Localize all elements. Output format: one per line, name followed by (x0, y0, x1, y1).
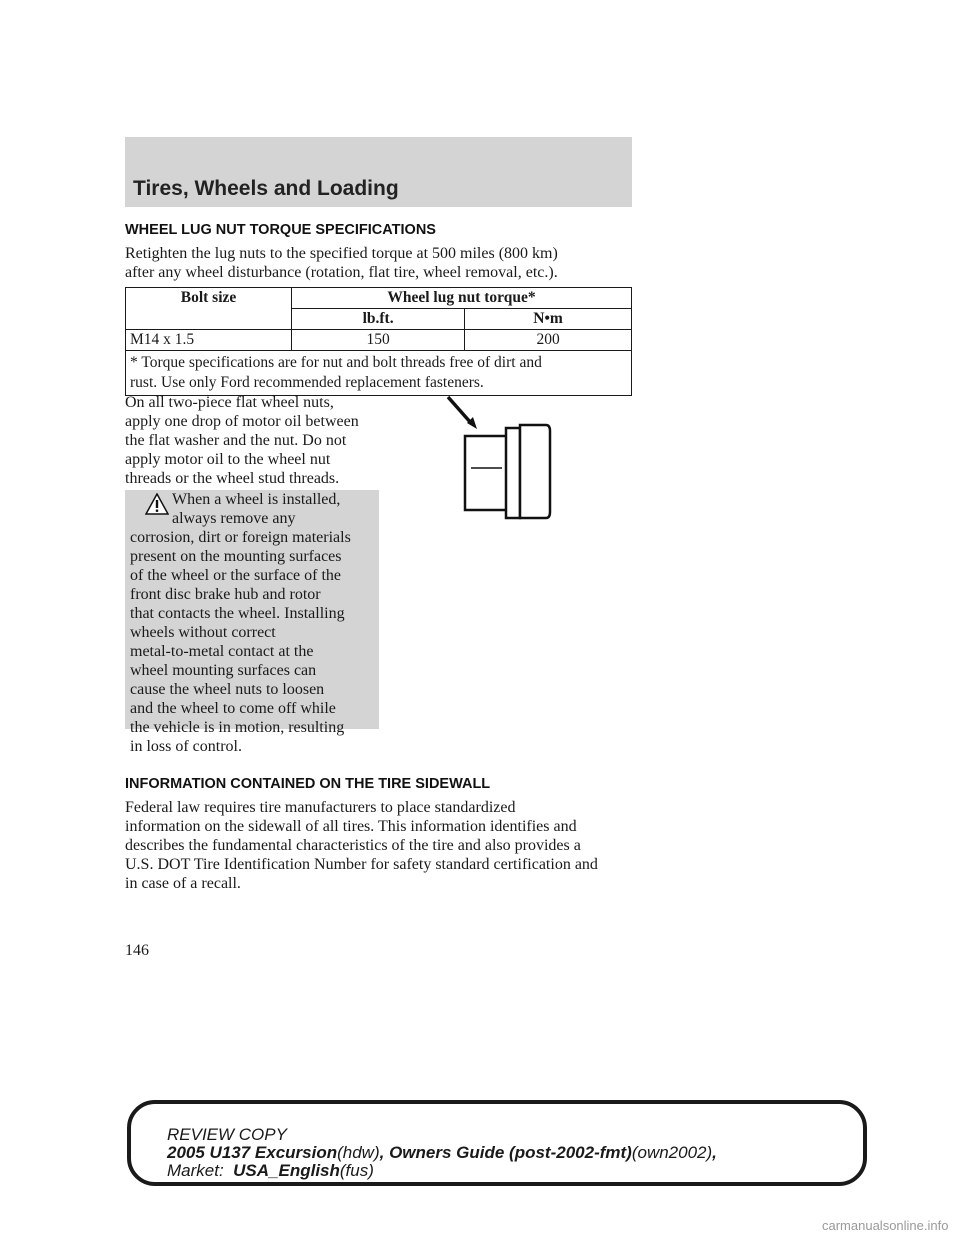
watermark-text: carmanualsonline.info (822, 1218, 949, 1233)
caution-line: of the wheel or the surface of the (130, 567, 342, 584)
caution-line: that contacts the wheel. Installing (130, 605, 345, 622)
caution-line: and the wheel to come off while (130, 700, 336, 717)
caution-text (130, 490, 351, 756)
guide-comma: , (712, 1143, 717, 1162)
caution-line: When a wheel is installed, (172, 491, 341, 508)
caution-line: present on the mounting surfaces (130, 548, 342, 565)
review-copy-box (127, 1100, 867, 1186)
text-line: in case of a recall. (125, 875, 241, 892)
text-line: threads or the wheel stud threads. (125, 470, 340, 487)
section-title: Tires, Wheels and Loading (133, 177, 399, 200)
footnote-line: rust. Use only Ford recommended replacement fasteners. (130, 374, 484, 391)
caution-line: front disc brake hub and rotor (130, 586, 321, 603)
caution-line: corrosion, dirt or foreign materials (130, 529, 351, 546)
market-value: USA_English (233, 1161, 340, 1180)
review-copy-text (167, 1126, 717, 1180)
text-line: apply one drop of motor oil between (125, 413, 359, 430)
caution-line: wheel mounting surfaces can (130, 662, 317, 679)
text-line: apply motor oil to the wheel nut (125, 451, 331, 468)
footnote-line: * Torque specifications are for nut and bolt threads free of dirt and (130, 354, 542, 371)
section-header-band (125, 137, 632, 207)
unit-lbft-header: lb.ft. (292, 309, 465, 330)
page-number: 146 (125, 942, 149, 959)
model-line (167, 1144, 717, 1162)
flat-washer (506, 428, 520, 518)
sidewall-info-paragraph (125, 798, 645, 893)
oil-instruction-paragraph (125, 393, 425, 488)
unit-nm-header: N•m (465, 309, 632, 330)
text-line: the flat washer and the nut. Do not (125, 432, 347, 449)
caution-line: always remove any (172, 510, 296, 527)
pointer-arrow-line (448, 397, 471, 423)
guide-tag: (own2002) (631, 1143, 713, 1162)
torque-header: Wheel lug nut torque* (292, 288, 632, 309)
text-line: describes the fundamental characteristics of the tire and also provides a (125, 837, 581, 854)
table-note-row (126, 351, 632, 396)
table-row (126, 330, 632, 351)
text-line: after any wheel disturbance (rotation, flat tire, wheel removal, etc.). (125, 264, 558, 281)
text-line: On all two-piece flat wheel nuts, (125, 394, 334, 411)
table-footnote (126, 351, 632, 396)
caution-line: wheels without correct (130, 624, 276, 641)
model-name: 2005 U137 Excursion (167, 1143, 338, 1162)
model-tag: (hdw) (337, 1143, 380, 1162)
bolt-size-header: Bolt size (126, 288, 292, 330)
caution-line: the vehicle is in motion, resulting (130, 719, 345, 736)
caution-line: cause the wheel nuts to loosen (130, 681, 325, 698)
market-tag: (fus) (339, 1161, 374, 1180)
retighten-paragraph (125, 244, 635, 282)
bolt-size-cell: M14 x 1.5 (126, 330, 292, 351)
text-line: information on the sidewall of all tires. This information identifies and (125, 818, 577, 835)
caution-line: metal-to-metal contact at the (130, 643, 314, 660)
market-label: Market: (167, 1161, 224, 1180)
market-line (167, 1162, 717, 1180)
text-line: U.S. DOT Tire Identification Number for safety standard certification and (125, 856, 598, 873)
nm-value-cell: 200 (465, 330, 632, 351)
guide-name: , Owners Guide (post-2002-fmt) (379, 1143, 632, 1162)
nut-flange (520, 425, 550, 518)
caution-line: in loss of control. (130, 738, 242, 755)
nut-body (465, 436, 507, 510)
review-copy-label: REVIEW COPY (167, 1125, 287, 1144)
text-line: Retighten the lug nuts to the specified torque at 500 miles (800 km) (125, 245, 558, 262)
text-line: Federal law requires tire manufacturers to place standardized (125, 799, 516, 816)
torque-spec-table (125, 287, 632, 396)
wheel-nut-diagram (445, 395, 555, 520)
lbft-value-cell: 150 (292, 330, 465, 351)
sidewall-info-heading: INFORMATION CONTAINED ON THE TIRE SIDEWALL (125, 776, 491, 792)
caution-box (125, 490, 379, 755)
table-header-row (126, 288, 632, 309)
torque-spec-heading: WHEEL LUG NUT TORQUE SPECIFICATIONS (125, 222, 436, 238)
